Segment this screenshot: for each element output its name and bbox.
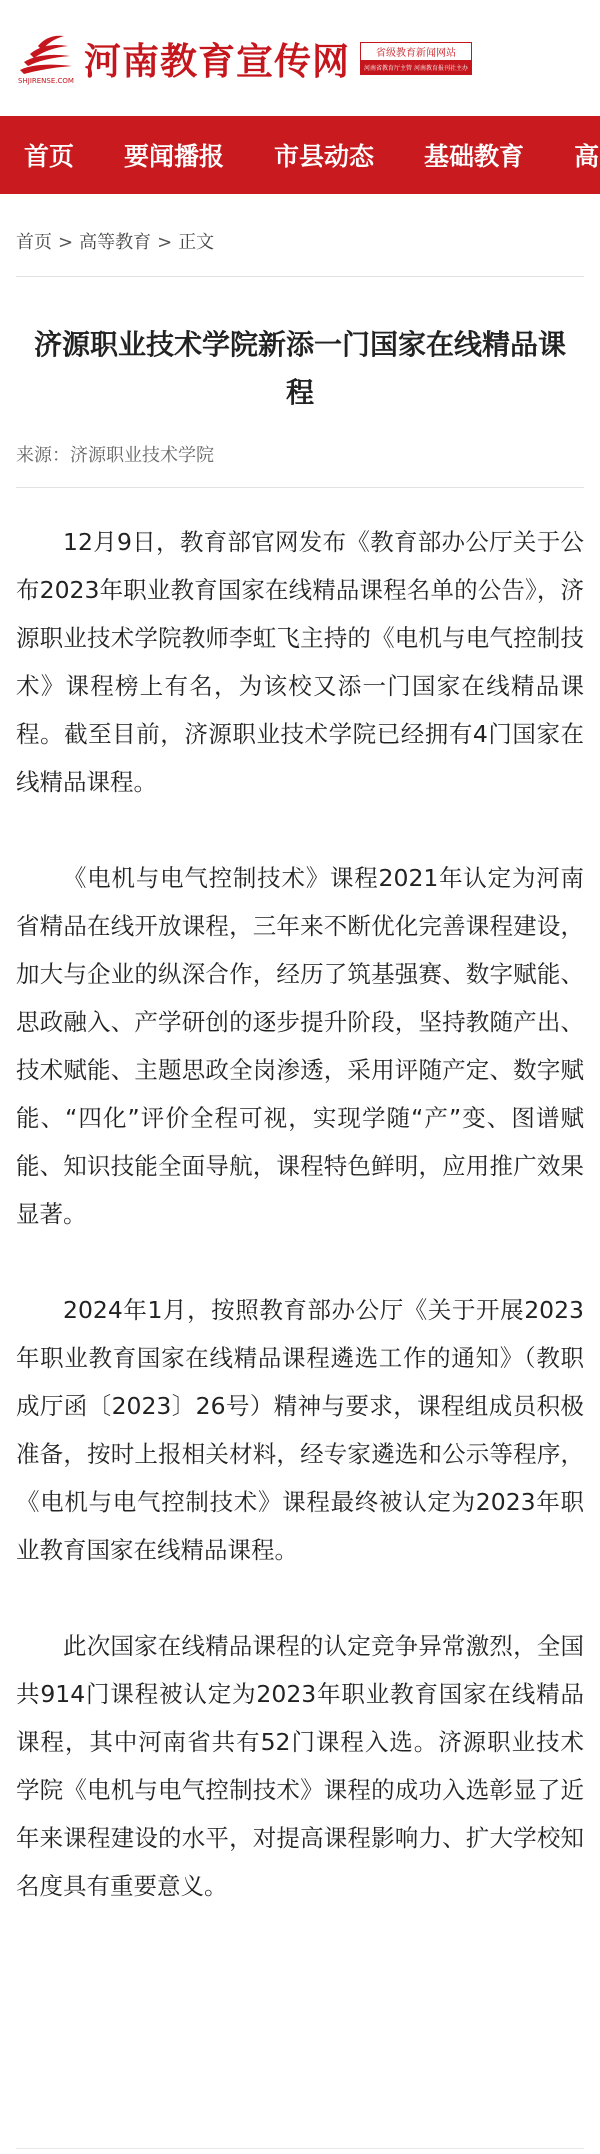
main-nav bbox=[0, 116, 600, 194]
breadcrumb bbox=[16, 194, 584, 277]
breadcrumb-higher-education[interactable]: 高等教育 bbox=[79, 232, 152, 253]
nav-item-city-county[interactable]: 市县动态 bbox=[274, 142, 375, 171]
site-badge bbox=[360, 42, 472, 75]
nav-item-higher-education[interactable]: 高 bbox=[574, 142, 600, 171]
logo-caption: SHJIRENSE.COM bbox=[18, 76, 74, 85]
article-body bbox=[16, 518, 584, 1910]
badge-bottom: 河南省教育厅主管 河南教育报刊社主办 bbox=[361, 61, 471, 74]
source-label: 来源： bbox=[16, 445, 70, 466]
red-swoosh-logo-icon bbox=[16, 32, 76, 76]
divider bbox=[16, 2148, 584, 2149]
nav-item-home[interactable]: 首页 bbox=[24, 142, 75, 171]
article-paragraph: 《电机与电气控制技术》课程2021年认定为河南省精品在线开放课程，三年来不断优化完善课程建设，加大与企业的纵深合作，经历了筑基强赛、数字赋能、思政融入、产学研创的逐步提升阶段，坚持教随产出、技术赋能、主题思政全岗渗透，采用评随产定、数字赋能、“四化”评价全程可视，实现学随“产”变、图谱赋能、知识技能全面导航，课程特色鲜明，应用推广效果显著。 bbox=[16, 864, 584, 1228]
site-header bbox=[0, 0, 600, 116]
site-title[interactable]: 河南教育宣传网 bbox=[84, 39, 350, 83]
article-title: 济源职业技术学院新添一门国家在线精品课程 bbox=[33, 328, 566, 409]
nav-item-basic-education[interactable]: 基础教育 bbox=[424, 142, 525, 171]
breadcrumb-separator: > bbox=[157, 232, 173, 253]
source-value: 济源职业技术学院 bbox=[70, 445, 214, 466]
breadcrumb-current: 正文 bbox=[178, 232, 215, 253]
nav-item-headlines[interactable]: 要闻播报 bbox=[124, 142, 225, 171]
breadcrumb-home[interactable]: 首页 bbox=[16, 232, 52, 253]
article-paragraph: 2024年1月，按照教育部办公厅《关于开展2023年职业教育国家在线精品课程遴选工作的通知》（教职成厅函〔2023〕26号）精神与要求，课程组成员积极准备，按时上报相关材料，经专家遴选和公示等程序，《电机与电气控制技术》课程最终被认定为2023年职业教育国家在线精品课程。 bbox=[16, 1296, 584, 1564]
breadcrumb-separator: > bbox=[58, 232, 74, 253]
article-paragraph: 此次国家在线精品课程的认定竞争异常激烈，全国共914门课程被认定为2023年职业教育国家在线精品课程，其中河南省共有52门课程入选。济源职业技术学院《电机与电气控制技术》课程的成功入选彰显了近年来课程建设的水平，对提高课程影响力、扩大学校知名度具有重要意义。 bbox=[16, 1632, 584, 1900]
badge-top: 省级教育新闻网站 bbox=[361, 43, 471, 61]
article-source bbox=[16, 441, 584, 488]
article-paragraph: 12月9日，教育部官网发布《教育部办公厅关于公布2023年职业教育国家在线精品课程名单的公告》，济源职业技术学院教师李虹飞主持的《电机与电气控制技术》课程榜上有名，为该校又添一门国家在线精品课程。截至目前，济源职业技术学院已经拥有4门国家在线精品课程。 bbox=[16, 528, 584, 796]
site-logo[interactable] bbox=[14, 29, 78, 87]
